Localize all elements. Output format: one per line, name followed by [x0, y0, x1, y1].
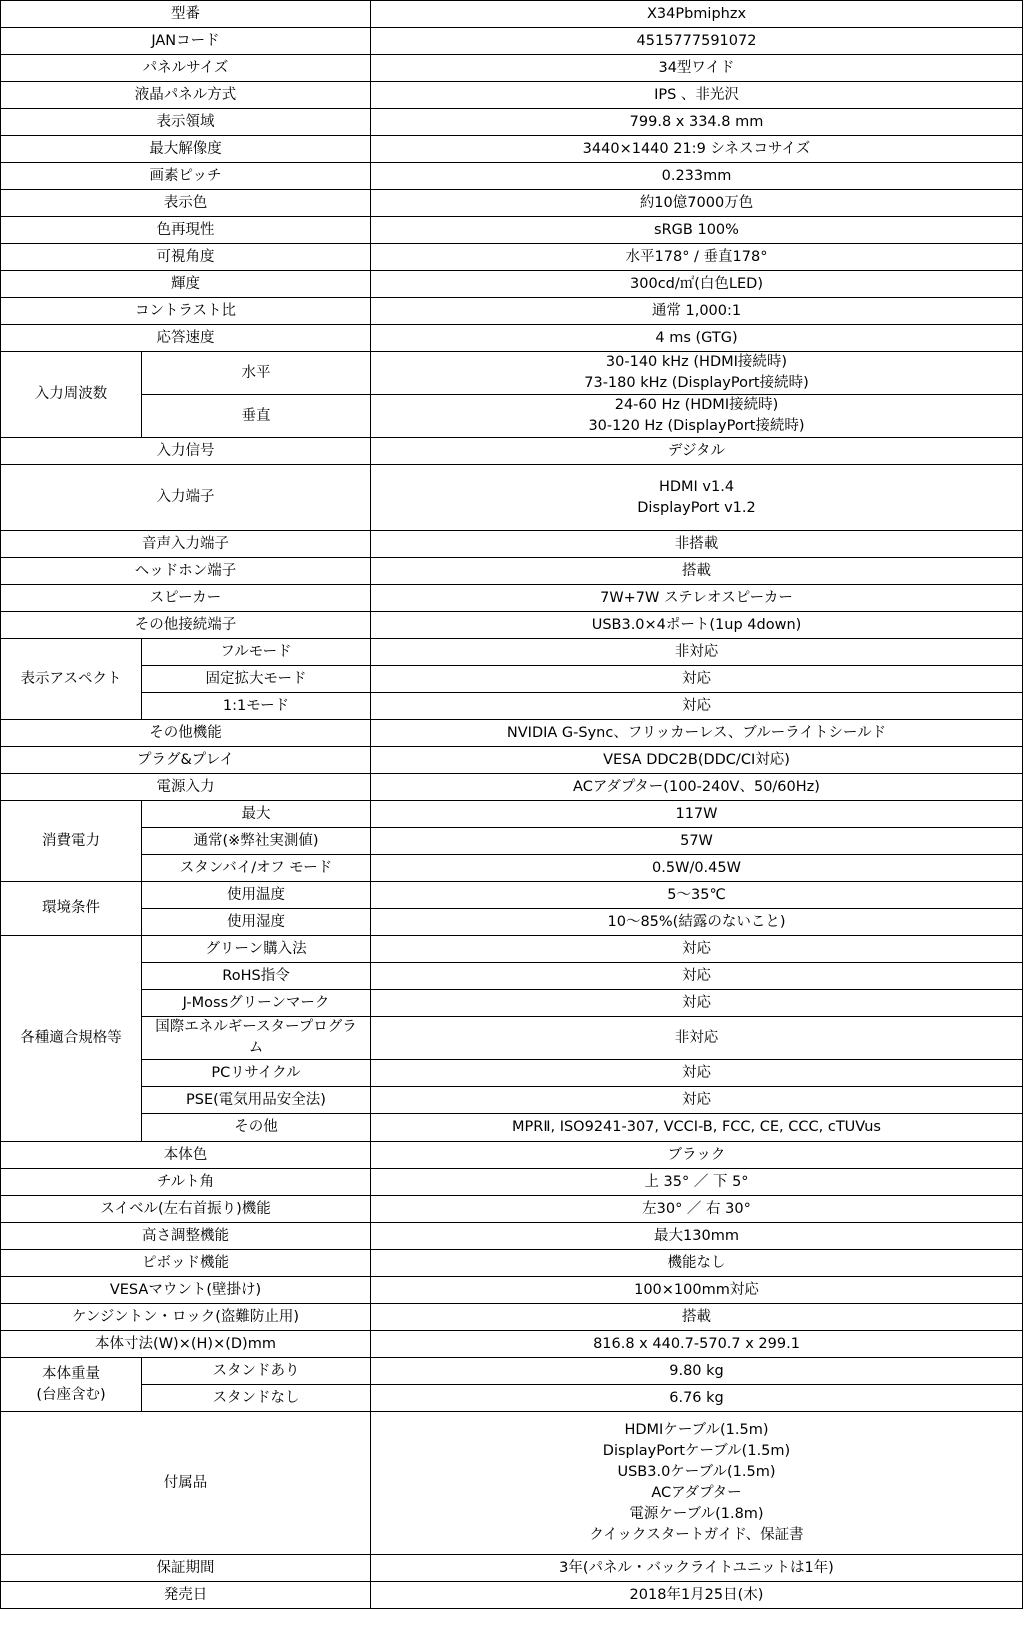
value-cell: 対応 — [371, 990, 1023, 1017]
value-cell: 6.76 kg — [371, 1385, 1023, 1412]
value-cell: 搭載 — [371, 558, 1023, 585]
table-row — [1, 1582, 1023, 1609]
sub-label-cell: フルモード — [142, 639, 371, 666]
sub-label-cell: スタンバイ/オフ モード — [142, 855, 371, 882]
table-row — [1, 1142, 1023, 1169]
value-cell: 対応 — [371, 963, 1023, 990]
table-row — [1, 1, 1023, 28]
value-cell: USB3.0×4ポート(1up 4down) — [371, 612, 1023, 639]
table-row — [1, 55, 1023, 82]
value-cell: 非対応 — [371, 1017, 1023, 1060]
table-row — [1, 1169, 1023, 1196]
label-cell: 高さ調整機能 — [1, 1223, 371, 1250]
sub-label-cell: 垂直 — [142, 395, 371, 438]
table-row — [1, 271, 1023, 298]
table-row — [1, 909, 1023, 936]
label-cell: 輝度 — [1, 271, 371, 298]
sub-label-cell: 最大 — [142, 801, 371, 828]
table-row — [1, 747, 1023, 774]
group-label-cell: 本体重量 (台座含む) — [1, 1358, 142, 1412]
sub-label-cell: スタンドあり — [142, 1358, 371, 1385]
table-row — [1, 109, 1023, 136]
label-cell: 本体寸法(W)×(H)×(D)mm — [1, 1331, 371, 1358]
sub-label-cell: その他 — [142, 1114, 371, 1142]
label-cell: スピーカー — [1, 585, 371, 612]
value-cell: 799.8 x 334.8 mm — [371, 109, 1023, 136]
table-row — [1, 1060, 1023, 1087]
table-row — [1, 352, 1023, 395]
value-cell: 非対応 — [371, 639, 1023, 666]
label-cell: ヘッドホン端子 — [1, 558, 371, 585]
group-label-cell: 各種適合規格等 — [1, 936, 142, 1142]
table-row — [1, 1385, 1023, 1412]
table-row — [1, 1223, 1023, 1250]
value-cell: 通常 1,000:1 — [371, 298, 1023, 325]
table-row — [1, 882, 1023, 909]
value-cell: 0.5W/0.45W — [371, 855, 1023, 882]
value-cell: 非搭載 — [371, 531, 1023, 558]
sub-label-cell: J-Mossグリーンマーク — [142, 990, 371, 1017]
value-cell: 4515777591072 — [371, 28, 1023, 55]
label-cell: VESAマウント(壁掛け) — [1, 1277, 371, 1304]
table-row — [1, 28, 1023, 55]
value-cell: 30-140 kHz (HDMI接続時) 73-180 kHz (DisplayPort接続時) — [371, 352, 1023, 395]
value-cell: ブラック — [371, 1142, 1023, 1169]
table-row — [1, 1017, 1023, 1060]
table-row — [1, 163, 1023, 190]
label-cell: その他接続端子 — [1, 612, 371, 639]
value-cell: 最大130mm — [371, 1223, 1023, 1250]
table-row — [1, 855, 1023, 882]
label-cell: 最大解像度 — [1, 136, 371, 163]
value-cell: 約10億7000万色 — [371, 190, 1023, 217]
label-cell: 保証期間 — [1, 1555, 371, 1582]
value-cell: ACアダプター(100-240V、50/60Hz) — [371, 774, 1023, 801]
table-row — [1, 1412, 1023, 1555]
table-row — [1, 1250, 1023, 1277]
label-cell: スイベル(左右首振り)機能 — [1, 1196, 371, 1223]
label-cell: 電源入力 — [1, 774, 371, 801]
value-cell: 117W — [371, 801, 1023, 828]
label-cell: 音声入力端子 — [1, 531, 371, 558]
table-row — [1, 585, 1023, 612]
value-cell: 9.80 kg — [371, 1358, 1023, 1385]
sub-label-cell: RoHS指令 — [142, 963, 371, 990]
table-row — [1, 465, 1023, 531]
value-cell: X34Pbmiphzx — [371, 1, 1023, 28]
label-cell: ピボッド機能 — [1, 1250, 371, 1277]
value-cell: 3440×1440 21:9 シネスコサイズ — [371, 136, 1023, 163]
table-row — [1, 395, 1023, 438]
value-cell: 対応 — [371, 693, 1023, 720]
table-row — [1, 828, 1023, 855]
label-cell: 色再現性 — [1, 217, 371, 244]
value-cell: 対応 — [371, 936, 1023, 963]
sub-label-cell: PCリサイクル — [142, 1060, 371, 1087]
table-row — [1, 936, 1023, 963]
sub-label-cell: 使用温度 — [142, 882, 371, 909]
value-cell: 0.233mm — [371, 163, 1023, 190]
value-cell: 機能なし — [371, 1250, 1023, 1277]
table-row — [1, 990, 1023, 1017]
table-row — [1, 82, 1023, 109]
label-cell: 付属品 — [1, 1412, 371, 1555]
label-cell: 応答速度 — [1, 325, 371, 352]
table-row — [1, 639, 1023, 666]
value-cell: 24-60 Hz (HDMI接続時) 30-120 Hz (DisplayPort接続時) — [371, 395, 1023, 438]
value-cell: 100×100mm対応 — [371, 1277, 1023, 1304]
sub-label-cell: 水平 — [142, 352, 371, 395]
label-cell: チルト角 — [1, 1169, 371, 1196]
label-cell: 本体色 — [1, 1142, 371, 1169]
value-cell: 3年(パネル・バックライトユニットは1年) — [371, 1555, 1023, 1582]
sub-label-cell: スタンドなし — [142, 1385, 371, 1412]
label-cell: ケンジントン・ロック(盗難防止用) — [1, 1304, 371, 1331]
table-row — [1, 298, 1023, 325]
label-cell: プラグ&プレイ — [1, 747, 371, 774]
value-cell: 5～35℃ — [371, 882, 1023, 909]
value-cell: 10～85%(結露のないこと) — [371, 909, 1023, 936]
sub-label-cell: 1:1モード — [142, 693, 371, 720]
sub-label-cell: 国際エネルギースタープログラ ム — [142, 1017, 371, 1060]
value-cell: 2018年1月25日(木) — [371, 1582, 1023, 1609]
table-row — [1, 801, 1023, 828]
label-cell: 発売日 — [1, 1582, 371, 1609]
label-cell: 入力端子 — [1, 465, 371, 531]
table-row — [1, 325, 1023, 352]
label-cell: JANコード — [1, 28, 371, 55]
table-row — [1, 217, 1023, 244]
table-row — [1, 693, 1023, 720]
table-row — [1, 1358, 1023, 1385]
label-cell: 可視角度 — [1, 244, 371, 271]
table-row — [1, 1277, 1023, 1304]
group-label-cell: 入力周波数 — [1, 352, 142, 438]
value-cell: 816.8 x 440.7-570.7 x 299.1 — [371, 1331, 1023, 1358]
table-row — [1, 1114, 1023, 1142]
label-cell: 画素ピッチ — [1, 163, 371, 190]
value-cell: MPRⅡ, ISO9241-307, VCCI-B, FCC, CE, CCC, cTUVus — [371, 1114, 1023, 1142]
table-row — [1, 1555, 1023, 1582]
value-cell: 34型ワイド — [371, 55, 1023, 82]
value-cell: VESA DDC2B(DDC/CI対応) — [371, 747, 1023, 774]
table-row — [1, 1304, 1023, 1331]
table-row — [1, 136, 1023, 163]
value-cell: IPS 、非光沢 — [371, 82, 1023, 109]
label-cell: コントラスト比 — [1, 298, 371, 325]
label-cell: 表示色 — [1, 190, 371, 217]
table-row — [1, 666, 1023, 693]
value-cell: HDMI v1.4 DisplayPort v1.2 — [371, 465, 1023, 531]
sub-label-cell: グリーン購入法 — [142, 936, 371, 963]
value-cell: 対応 — [371, 666, 1023, 693]
sub-label-cell: 使用湿度 — [142, 909, 371, 936]
sub-label-cell: 固定拡大モード — [142, 666, 371, 693]
table-row — [1, 244, 1023, 271]
sub-label-cell: PSE(電気用品安全法) — [142, 1087, 371, 1114]
value-cell: 4 ms (GTG) — [371, 325, 1023, 352]
group-label-cell: 消費電力 — [1, 801, 142, 882]
table-row — [1, 438, 1023, 465]
value-cell: デジタル — [371, 438, 1023, 465]
table-row — [1, 612, 1023, 639]
value-cell: 左30° ／ 右 30° — [371, 1196, 1023, 1223]
table-row — [1, 963, 1023, 990]
value-cell: sRGB 100% — [371, 217, 1023, 244]
sub-label-cell: 通常(※弊社実測値) — [142, 828, 371, 855]
value-cell: HDMIケーブル(1.5m) DisplayPortケーブル(1.5m) USB3.0ケーブル(1.5m) ACアダプター 電源ケーブル(1.8m) クイックスタートガイド、保証書 — [371, 1412, 1023, 1555]
value-cell: 水平178° / 垂直178° — [371, 244, 1023, 271]
value-cell: 対応 — [371, 1087, 1023, 1114]
table-row — [1, 558, 1023, 585]
value-cell: 搭載 — [371, 1304, 1023, 1331]
label-cell: 表示領域 — [1, 109, 371, 136]
table-row — [1, 1331, 1023, 1358]
value-cell: 300cd/㎡(白色LED) — [371, 271, 1023, 298]
label-cell: 入力信号 — [1, 438, 371, 465]
label-cell: 液晶パネル方式 — [1, 82, 371, 109]
value-cell: 7W+7W ステレオスピーカー — [371, 585, 1023, 612]
value-cell: 対応 — [371, 1060, 1023, 1087]
table-row — [1, 531, 1023, 558]
value-cell: 上 35° ／ 下 5° — [371, 1169, 1023, 1196]
value-cell: NVIDIA G-Sync、フリッカーレス、ブルーライトシールド — [371, 720, 1023, 747]
label-cell: その他機能 — [1, 720, 371, 747]
label-cell: 型番 — [1, 1, 371, 28]
table-row — [1, 1196, 1023, 1223]
label-cell: パネルサイズ — [1, 55, 371, 82]
table-row — [1, 1087, 1023, 1114]
value-cell: 57W — [371, 828, 1023, 855]
table-row — [1, 774, 1023, 801]
table-row — [1, 720, 1023, 747]
group-label-cell: 表示アスペクト — [1, 639, 142, 720]
table-row — [1, 190, 1023, 217]
group-label-cell: 環境条件 — [1, 882, 142, 936]
